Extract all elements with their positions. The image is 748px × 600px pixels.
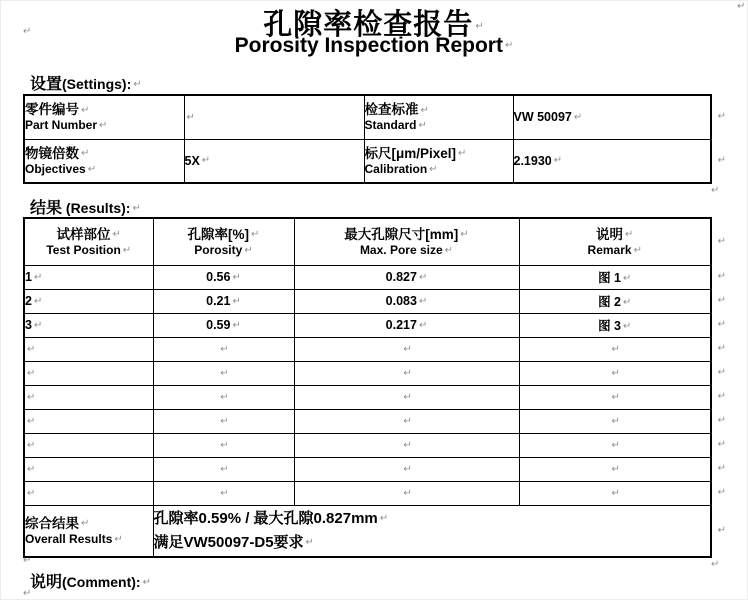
porosity-cell xyxy=(153,289,294,313)
results-empty-row xyxy=(24,481,711,505)
remark-cell xyxy=(519,313,726,337)
calibration-value: 2.1930 xyxy=(513,153,552,168)
test-position-value: 1 xyxy=(25,270,32,284)
porosity-value: 0.21 xyxy=(206,294,231,308)
paragraph-mark: ↵ xyxy=(33,271,43,283)
end-of-row-mark: ↵ xyxy=(717,439,726,450)
results-empty-row xyxy=(24,337,711,361)
paragraph-mark: ↵ xyxy=(475,21,485,33)
empty-cell xyxy=(24,457,153,481)
overall-results-label-cell xyxy=(24,505,153,557)
part-number-label-zh: 零件编号 xyxy=(25,102,79,118)
empty-cell xyxy=(153,337,294,361)
report-title-zh-text: 孔隙率检查报告 xyxy=(263,9,474,41)
empty-cell xyxy=(153,457,294,481)
max-pore-header-zh: 最大孔隙尺寸[mm] xyxy=(344,226,459,242)
paragraph-mark: ↵ xyxy=(251,229,260,241)
report-title-en-text: Porosity Inspection Report xyxy=(234,34,503,57)
paragraph-mark: ↵ xyxy=(220,415,229,427)
paragraph-mark: ↵ xyxy=(81,148,90,160)
test-position-value: 3 xyxy=(25,318,32,332)
paragraph-mark: ↵ xyxy=(403,487,412,499)
paragraph-mark: ↵ xyxy=(737,1,746,12)
paragraph-mark: ↵ xyxy=(220,439,229,451)
results-data-row xyxy=(24,265,711,289)
remark-value: 图 1 xyxy=(598,271,622,285)
objectives-value-cell xyxy=(184,139,364,183)
max-pore-value: 0.083 xyxy=(385,294,417,308)
empty-cell xyxy=(519,385,726,409)
empty-cell xyxy=(24,481,153,505)
paragraph-mark: ↵ xyxy=(23,555,32,566)
calibration-label-cell xyxy=(364,139,513,183)
paragraph-mark: ↵ xyxy=(625,229,634,241)
paragraph-mark: ↵ xyxy=(403,367,412,379)
comment-header-zh: 说明 xyxy=(30,574,63,591)
empty-cell xyxy=(294,385,519,409)
max-pore-cell xyxy=(294,289,519,313)
max-pore-header-en: Max. Pore size xyxy=(359,242,443,257)
end-of-row-mark: ↵ xyxy=(717,487,726,498)
results-empty-row xyxy=(24,457,711,481)
paragraph-mark: ↵ xyxy=(403,463,412,475)
paragraph-mark: ↵ xyxy=(633,244,642,256)
paragraph-mark: ↵ xyxy=(611,463,620,475)
paragraph-mark: ↵ xyxy=(611,487,620,499)
end-of-row-mark: ↵ xyxy=(717,343,726,354)
empty-cell xyxy=(519,433,726,457)
empty-cell xyxy=(294,361,519,385)
empty-cell xyxy=(153,433,294,457)
overall-results-line2: 满足VW50097-D5要求 xyxy=(153,533,304,551)
objectives-value: 5X xyxy=(184,153,200,168)
paragraph-mark: ↵ xyxy=(27,343,36,355)
paragraph-mark: ↵ xyxy=(27,391,36,403)
paragraph-mark: ↵ xyxy=(27,463,36,475)
test-position-cell xyxy=(24,265,153,289)
test-position-cell xyxy=(24,289,153,313)
paragraph-mark: ↵ xyxy=(418,319,428,331)
settings-row-objectives xyxy=(24,139,711,183)
empty-cell xyxy=(153,409,294,433)
empty-cell xyxy=(24,433,153,457)
paragraph-mark: ↵ xyxy=(460,229,469,241)
max-pore-value: 0.827 xyxy=(385,270,417,284)
empty-cell xyxy=(519,457,726,481)
test-position-cell xyxy=(24,313,153,337)
empty-cell xyxy=(153,481,294,505)
results-empty-row xyxy=(24,409,711,433)
end-of-row-mark: ↵ xyxy=(717,391,726,402)
porosity-cell xyxy=(153,313,294,337)
paragraph-mark: ↵ xyxy=(23,588,32,599)
results-table xyxy=(23,217,726,558)
paragraph-mark: ↵ xyxy=(201,155,211,167)
paragraph-mark: ↵ xyxy=(573,111,583,123)
paragraph-mark: ↵ xyxy=(27,367,36,379)
empty-cell xyxy=(24,385,153,409)
overall-results-line1: 孔隙率0.59% / 最大孔隙0.827mm xyxy=(153,509,378,527)
empty-cell xyxy=(294,409,519,433)
overall-results-label-zh: 综合结果 xyxy=(25,515,79,531)
remark-cell xyxy=(519,289,726,313)
results-section-header xyxy=(30,195,141,218)
end-of-row-mark: ↵ xyxy=(717,415,726,426)
results-empty-row xyxy=(24,361,711,385)
paragraph-mark: ↵ xyxy=(112,229,121,241)
settings-section-header xyxy=(30,71,142,94)
paragraph-mark: ↵ xyxy=(403,439,412,451)
paragraph-mark: ↵ xyxy=(611,343,620,355)
paragraph-mark: ↵ xyxy=(458,148,467,160)
empty-cell xyxy=(153,385,294,409)
empty-cell xyxy=(519,409,726,433)
standard-label-zh: 检查标准 xyxy=(364,102,419,118)
max-pore-cell xyxy=(294,313,519,337)
remark-value: 图 2 xyxy=(598,295,622,309)
remark-header-en: Remark xyxy=(587,242,632,257)
paragraph-mark: ↵ xyxy=(232,271,241,283)
paragraph-mark: ↵ xyxy=(220,343,229,355)
overall-results-content-cell xyxy=(153,505,726,557)
end-of-row-mark: ↵ xyxy=(717,319,726,330)
results-data-row xyxy=(24,313,711,337)
paragraph-mark: ↵ xyxy=(429,163,438,175)
paragraph-mark: ↵ xyxy=(133,78,142,90)
paragraph-mark: ↵ xyxy=(142,576,151,588)
empty-cell xyxy=(294,433,519,457)
results-data-row xyxy=(24,289,711,313)
paragraph-mark: ↵ xyxy=(711,185,720,196)
end-of-row-mark: ↵ xyxy=(717,463,726,474)
results-empty-row xyxy=(24,385,711,409)
empty-cell xyxy=(519,337,726,361)
results-header-en: (Results): xyxy=(62,200,131,216)
remark-value: 图 3 xyxy=(598,319,622,333)
paragraph-mark: ↵ xyxy=(27,487,36,499)
porosity-header-zh: 孔隙率[%] xyxy=(187,226,250,242)
results-table-body xyxy=(24,218,726,557)
empty-cell xyxy=(24,337,153,361)
overall-results-label-en: Overall Results xyxy=(25,531,113,546)
calibration-value-cell xyxy=(513,139,726,183)
empty-cell xyxy=(294,337,519,361)
results-empty-row xyxy=(24,433,711,457)
calibration-label-en: Calibration xyxy=(364,161,428,176)
porosity-header-en: Porosity xyxy=(194,242,243,257)
empty-cell xyxy=(24,361,153,385)
paragraph-mark: ↵ xyxy=(553,155,563,167)
standard-label-en: Standard xyxy=(364,118,417,133)
standard-value: VW 50097 xyxy=(513,110,572,125)
part-number-value-cell xyxy=(184,95,364,139)
paragraph-mark: ↵ xyxy=(232,295,241,307)
paragraph-mark: ↵ xyxy=(220,391,229,403)
standard-value-cell xyxy=(513,95,726,139)
paragraph-mark: ↵ xyxy=(611,439,620,451)
paragraph-mark: ↵ xyxy=(504,40,514,52)
objectives-label-cell xyxy=(24,139,184,183)
paragraph-mark: ↵ xyxy=(418,120,427,132)
settings-row-part-number xyxy=(24,95,711,139)
comment-section-header xyxy=(30,569,151,592)
paragraph-mark: ↵ xyxy=(81,518,90,530)
comment-header-en: (Comment): xyxy=(62,574,141,590)
paragraph-mark: ↵ xyxy=(623,272,632,284)
paragraph-mark: ↵ xyxy=(379,512,389,524)
results-header-row xyxy=(24,218,711,265)
paragraph-mark: ↵ xyxy=(220,487,229,499)
paragraph-mark: ↵ xyxy=(186,111,195,123)
paragraph-mark: ↵ xyxy=(244,244,253,256)
end-of-row-mark: ↵ xyxy=(717,295,726,306)
paragraph-mark: ↵ xyxy=(403,391,412,403)
empty-cell xyxy=(153,361,294,385)
end-of-row-mark: ↵ xyxy=(717,111,726,123)
end-of-row-mark: ↵ xyxy=(717,154,726,166)
paragraph-mark: ↵ xyxy=(611,367,620,379)
paragraph-mark: ↵ xyxy=(220,367,229,379)
max-pore-value: 0.217 xyxy=(385,318,417,332)
paragraph-mark: ↵ xyxy=(711,559,720,570)
paragraph-mark: ↵ xyxy=(623,320,632,332)
settings-table xyxy=(23,94,726,184)
paragraph-mark: ↵ xyxy=(418,295,428,307)
paragraph-mark: ↵ xyxy=(403,415,412,427)
paragraph-mark: ↵ xyxy=(87,163,97,175)
porosity-value: 0.59 xyxy=(206,318,231,332)
paragraph-mark: ↵ xyxy=(623,296,632,308)
test-position-header-zh: 试样部位 xyxy=(56,226,111,242)
empty-cell xyxy=(294,457,519,481)
paragraph-mark: ↵ xyxy=(122,244,132,256)
part-number-label-en: Part Number xyxy=(25,118,98,133)
paragraph-mark: ↵ xyxy=(232,319,241,331)
paragraph-mark: ↵ xyxy=(114,533,123,545)
test-position-value: 2 xyxy=(25,294,32,308)
paragraph-mark: ↵ xyxy=(420,104,429,116)
paragraph-mark: ↵ xyxy=(33,295,43,307)
settings-header-en: (Settings): xyxy=(62,76,132,92)
objectives-label-en: Objectives xyxy=(25,161,86,176)
settings-header-zh: 设置 xyxy=(30,76,63,93)
end-of-row-mark: ↵ xyxy=(717,367,726,378)
empty-cell xyxy=(294,481,519,505)
paragraph-mark: ↵ xyxy=(132,202,141,214)
porosity-cell xyxy=(153,265,294,289)
paragraph-mark: ↵ xyxy=(220,463,229,475)
part-number-label-cell xyxy=(24,95,184,139)
paragraph-mark: ↵ xyxy=(403,343,412,355)
paragraph-mark: ↵ xyxy=(418,271,428,283)
end-of-row-mark: ↵ xyxy=(717,235,726,247)
empty-cell xyxy=(24,409,153,433)
end-of-row-mark: ↵ xyxy=(717,271,726,282)
results-header-zh: 结果 xyxy=(30,200,63,217)
paragraph-mark: ↵ xyxy=(27,439,36,451)
objectives-label-zh: 物镜倍数 xyxy=(25,145,79,161)
paragraph-mark: ↵ xyxy=(444,244,454,256)
porosity-header-cell xyxy=(153,218,294,265)
remark-header-zh: 说明 xyxy=(596,226,624,242)
report-title-en xyxy=(0,34,748,58)
paragraph-mark: ↵ xyxy=(81,104,90,116)
overall-results-row xyxy=(24,505,711,557)
paragraph-mark: ↵ xyxy=(23,26,32,37)
test-position-header-en: Test Position xyxy=(46,242,121,257)
standard-label-cell xyxy=(364,95,513,139)
end-of-row-mark: ↵ xyxy=(717,524,726,536)
paragraph-mark: ↵ xyxy=(99,120,108,132)
paragraph-mark: ↵ xyxy=(33,319,43,331)
paragraph-mark: ↵ xyxy=(611,391,620,403)
remark-header-cell xyxy=(519,218,726,265)
empty-cell xyxy=(519,361,726,385)
test-position-header-cell xyxy=(24,218,153,265)
remark-cell xyxy=(519,265,726,289)
paragraph-mark: ↵ xyxy=(27,415,36,427)
max-pore-header-cell xyxy=(294,218,519,265)
calibration-label-zh: 标尺[μm/Pixel] xyxy=(364,145,457,161)
paragraph-mark: ↵ xyxy=(305,536,314,548)
paragraph-mark: ↵ xyxy=(611,415,620,427)
porosity-value: 0.56 xyxy=(206,270,231,284)
max-pore-cell xyxy=(294,265,519,289)
empty-cell xyxy=(519,481,726,505)
